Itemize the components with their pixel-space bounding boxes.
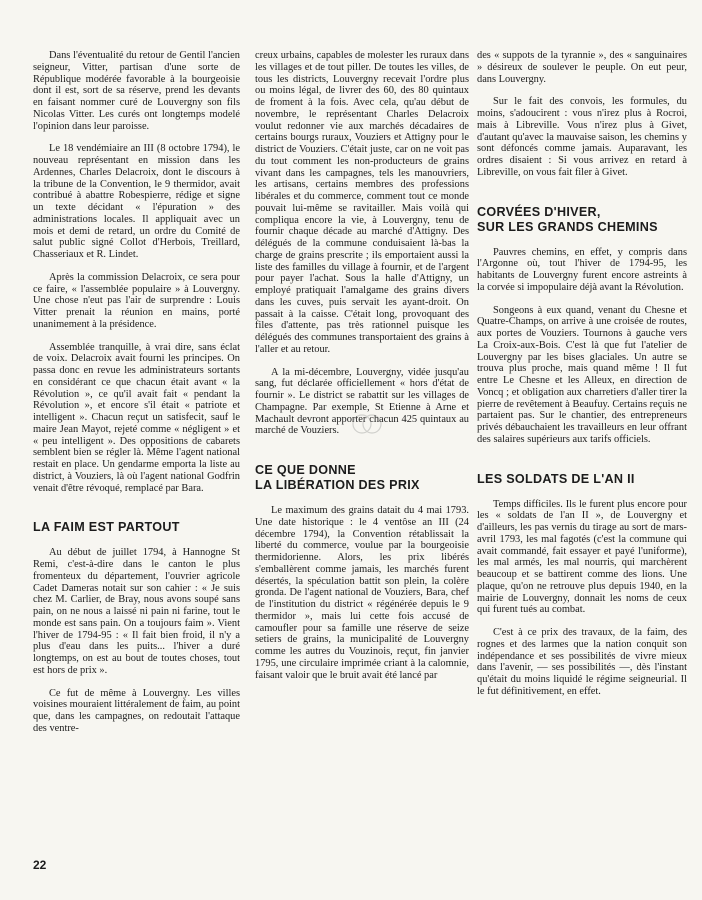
- continued-paragraph: des « suppots de la tyrannie », des « sanguinaires » désireux de soulever le peuple. On eut peur, dans Louvergny.: [477, 50, 687, 85]
- paragraph: Le 18 vendémiaire an III (8 octobre 1794), le nouveau représentant en mission dans les Ardennes, Charles Delacroix, dont le discours à la tribune de la Convention, le 9 thermidor, avait contribué à abattre Robespierre, rédige et signe un texte décidant « l'épuration » des administrations locales. Il appliquait avec un mois et demi de retard, un ordre du Comité de salut public signé Collot d'Herbois, Treillard, Chasseriaux et R. Lindet.: [33, 143, 240, 260]
- section-heading: CE QUE DONNE LA LIBÉRATION DES PRIX: [255, 463, 420, 492]
- paragraph: Au début de juillet 1794, à Hannogne St Remi, c'est-à-dire dans le canton le plus fromenteux du département, l'ouvrier agricole Cadet Dameras notait sur son cahier : « Je suis chez M. Carlier, de Bray, nous avons soupé sans pain, on ne nous a laissé ni pain ni farine, tout le monde est sans pain. On a toujours faim ». Vient l'hiver de 1794-95 : « Il fait bien froid, il n'y a plus d'eau dans les puits... l'hiver a duré longtemps, on est au bout de toutes choses, tout est hors de prix ».: [33, 547, 240, 676]
- library-stamp-mark: [350, 410, 384, 438]
- paragraph: Sur le fait des convois, les formules, du moins, s'adoucirent : vous n'irez plus à Rocroi, mais à Libreville. Vous n'irez plus à Givet, d'autant qu'avec la mauvaise saison, les chemins y sont défoncés comme jamais. Auparavant, les ordres disaient : Si vous arrivez en retard à Libreville, on vous fait filer à Givet.: [477, 96, 687, 178]
- paragraph: Temps difficiles. Ils le furent plus encore pour les « soldats de l'an II », de Louvergny et d'ailleurs, les pas vernis du tirage au sort de mars-avril 1793, les mal fagotés (c'est la commune qui avait commandé, fait essayer et payé l'uniforme), les mal armés, les mal nourris, qui marchèrent beaucoup et se battirent comme des lions. Une plaque, qu'on ne retrouve plus depuis 1940, en la mairie de Louvergny, donnait les noms de ceux qui furent tués au combat.: [477, 498, 687, 616]
- paragraph: Ce fut de même à Louvergny. Les villes voisines mouraient littéralement de faim, au point que, dans les campagnes, on redoutait l'attaque des ventre-: [33, 687, 240, 734]
- text-column-1: [33, 50, 240, 746]
- paragraph: Après la commission Delacroix, ce sera pour ce faire, « l'assemblée populaire » à Louvergny. Une chose n'eut pas l'air de surprendre : Louis Vitter prenait la réunion en mains, porté unanimement à la présidence.: [33, 271, 240, 330]
- section-heading: LES SOLDATS DE L'AN II: [477, 471, 635, 486]
- paragraph: Songeons à eux quand, venant du Chesne et Quatre-Champs, on arrive à une croisée de routes, aux portes de Vouziers. Tournons à gauche vers La Croix-aux-Bois. C'est là que fut l'atelier de Louvergny par les bises glaciales. Un autre se trouva plus proche, mais quand même ! Il fut entre Le Chesne et les Alleux, en direction de Voncq ; et obligation aux charretiers d'aller tirer la pierre de revêtement à Beaufuy. Certains reçuis ne partaient pas. Sur le chantier, des entrepreneurs privés débauchaient les travailleurs en leur offrant des salaires supérieurs aux tarifs officiels.: [477, 304, 687, 445]
- paragraph: Le maximum des grains datait du 4 mai 1793. Une date historique : le 4 ventôse an III (24 décembre 1794), la Convention rétablissait la liberté du commerce, voulue par la bourgeoisie thermidorienne. Alors, les prix libérés s'emballèrent comme jamais, les marchés furent désertés, la spéculation battit son plein, la colère gronda. De l'agent national de Vouziers, Bara, chef de l'institution du district « régénérée depuis le 9 thermidor », mais lui cette fois accusé de camoufler pour sa famille une réserve de seize setiers de grains, la municipalité de Louvergny comme les autres du Vouzinois, reçut, fin janvier 1795, une circulaire imprimée criant à la calomnie, faisant valoir que le bruit avait été lancé par: [255, 505, 469, 681]
- paragraph: A la mi-décembre, Louvergny, vidée jusqu'au sang, fut déclarée officiellement « hors d'état de fournir ». Le district se rabattit sur les villages de Champagne. Par exemple, St Etienne à Arne et Machault devront apporter chacun 425 quintaux au marché de Vouziers.: [255, 366, 469, 437]
- paragraph: Dans l'éventualité du retour de Gentil l'ancien seigneur, Vitter, partisan d'une sorte de République modérée favorable à la bourgeoisie dont il est, sort de sa réserve, prend les devants en faisant nommer curé de Louvergny son fils Nicolas Vitter. Les curés ont longtemps modelé l'opinion dans leur paroisse.: [33, 50, 240, 132]
- text-column-3: [477, 50, 687, 709]
- section-heading: CORVÉES D'HIVER, SUR LES GRANDS CHEMINS: [477, 204, 658, 234]
- paragraph: C'est à ce prix des travaux, de la faim, des rognes et des larmes que la nation conquit son indépendance et ses possibilités de vivre mieux dans l'avenir, — ses possibilités —, dès l'instant qu'était du moins liquidé le régime seigneurial. Il le fut définitivement, en effet.: [477, 627, 687, 697]
- text-column-2: [255, 50, 469, 692]
- paragraph: Assemblée tranquille, à vrai dire, sans éclat de voix. Delacroix avait fourni les principes. On passa donc en revue les administrateurs sortants en considérant ce que chacun était avant « la Révolution », ce qu'il avait fait « pendant la Révolution », et encore s'il était « patriote et intelligent ». Chacun reçut un satisfecit, sauf le maire Jean Mayot, rejeté comme « négligent » et « peu intelligent ». Des oppositions de cabarets semblent bien se régler là. Même l'agent national restait en place. Un gendarme emporta la liste au district, à Vouziers, là où l'agent national Godfrin venait d'être révoqué, remplacé par Bara.: [33, 341, 240, 494]
- continued-paragraph: creux urbains, capables de molester les ruraux dans les villages et de tout piller. De toutes les villes, de tous les districts, Louvergny recevait l'ordre plus ou moins légal, de livrer des 60, des 80 quintaux de froment à la fois. Avec cela, qu'au début de novembre, le représentant Charles Delacroix voulut redonner vie aux marchés décadaires de certains bourgs ruraux, Vouziers et Attigny pour le district de Vouziers. C'était juste, car on ne voit pas du tout comment les non-producteurs de grains vivant dans les campagnes, tels les manouvriers, les artisans, certains membres des professions libérales et du commerce, comment tout ce monde pouvait lui-même se ravitailler. Mais voilà qui compliqua encore la vie, à Louvergny, tenu de fournir chaque décade au marché d'Attigny. Des délégués de la commune conduisaient là-bas la charge de grains prescrite ; ils emportaient aussi la liste des familles du village à fournir, et de l'argent pour payer l'achat. Sous la halle d'Attigny, un employé pratiquait l'amalgame des grains divers dans les cuves, puis servait les ayant-droit. On passait à la caisse. C'était long, provoquant des files d'attente, pas très rationnel puisque les délégués des communes transportaient des grains à l'aller et au retour.: [255, 50, 469, 355]
- section-heading: LA FAIM EST PARTOUT: [33, 520, 180, 535]
- paragraph: Pauvres chemins, en effet, y compris dans l'Argonne où, tout l'hiver de 1794-95, les habitants de Louvergny furent encore astreints à la corvée si impopulaire déjà avant la Révolution.: [477, 246, 687, 293]
- page-number: 22: [33, 858, 47, 872]
